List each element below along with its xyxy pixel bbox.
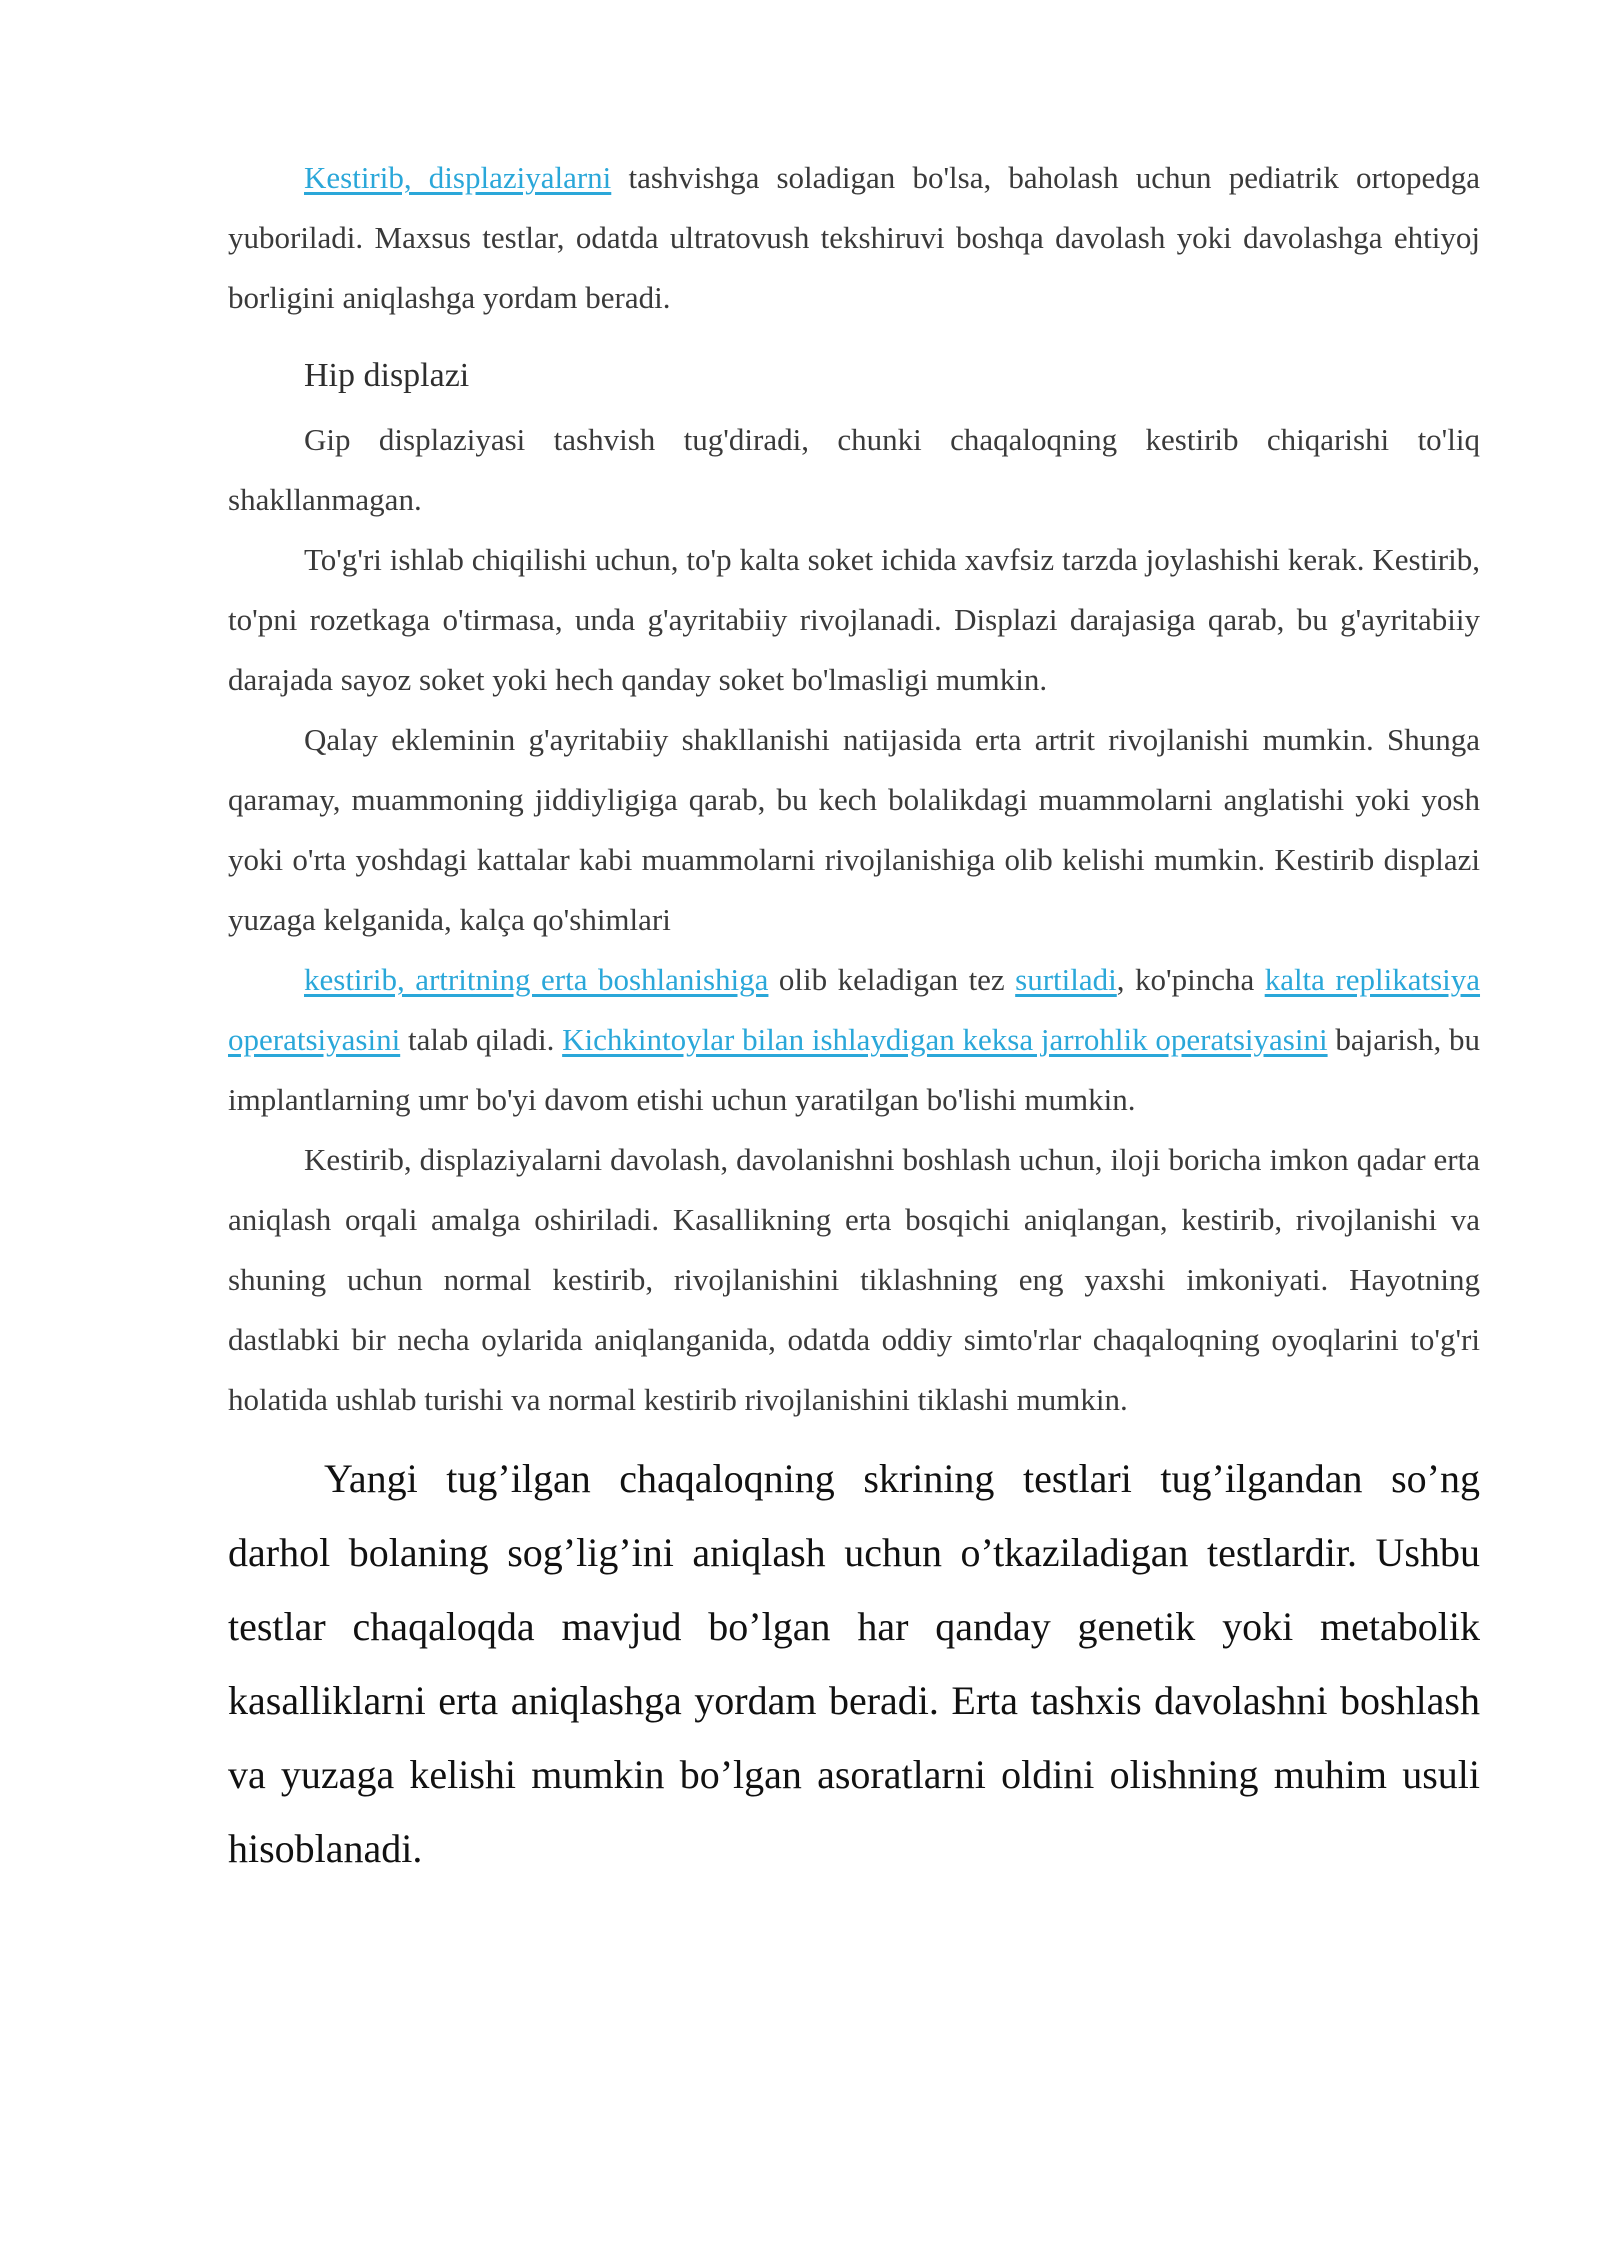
link-kestirib-displaziyalarni[interactable]: Kestirib, displaziyalarni <box>304 160 612 195</box>
text-segment-4: bajarish, bu implantlarning umr bo'yi davom etishi uchun yaratilgan bo'lishi mumkin. <box>228 1022 1481 1117</box>
paragraph-skrining-testlari: Yangi tug’ilgan chaqaloqning skrining testlari tug’ilgandan so’ng darhol bolaning sog’lig’ini aniqlash uchun o’tkaziladigan testlardir. Ushbu testlar chaqaloqda mavjud bo’lgan har qanday genetik yoki metabolik kasalliklarni erta aniqlashga yordam beradi. Erta tashxis davolashni boshlash va yuzaga kelishi mumkin bo’lgan asoratlarni oldini olishning muhim usuli hisoblanadi. <box>228 1456 1480 1871</box>
paragraph-gip-displaziyasi: Gip displaziyasi tashvish tug'diradi, chunki chaqaloqning kestirib chiqarishi to'liq shakllanmagan. <box>228 422 1480 517</box>
link-kalta-replikatsiya[interactable]: kalta replikatsiya operatsiyasini <box>228 962 1481 1057</box>
link-artritning-erta-boshlanishiga[interactable]: kestirib, artritning erta boshlanishiga <box>304 962 769 997</box>
paragraph-intro-text: tashvishga soladigan bo'lsa, baholash uchun pediatrik ortopedga yuboriladi. Maxsus testlar, odatda ultratovush tekshiruvi boshqa davolash yoki davolashga ehtiyoj borligini aniqlashga yordam beradi. <box>228 160 1480 315</box>
paragraph-davolash: Kestirib, displaziyalarni davolash, davolanishni boshlash uchun, iloji boricha imkon qadar erta aniqlash orqali amalga oshiriladi. Kasallikning erta bosqichi aniqlangan, kestirib, rivojlanishi va shuning uchun normal kestirib, rivojlanishini tiklashning eng yaxshi imkoniyati. Hayotning dastlabki bir necha oylarida aniqlanganida, odatda oddiy simto'rlar chaqaloqning oyoqlarini to'g'ri holatida ushlab turishi va normal kestirib rivojlanishini tiklashi mumkin. <box>228 1142 1480 1417</box>
section-heading: Hip displazi <box>304 357 470 394</box>
text-segment-1: olib keladigan tez <box>778 962 1005 997</box>
link-keksa-jarrohlik[interactable]: Kichkintoylar bilan ishlaydigan keksa jarrohlik operatsiyasini <box>562 1022 1328 1057</box>
paragraph-qalay-ekleminin: Qalay ekleminin g'ayritabiiy shakllanishi natijasida erta artrit rivojlanishi mumkin. Shunga qaramay, muammoning jiddiyligiga qarab, bu kech bolalikdagi muammolarni anglatishi yoki yosh yoki o'rta yoshdagi kattalar kabi muammolarni rivojlanishiga olib kelishi mumkin. Kestirib displazi yuzaga kelganida, kalça qo'shimlari <box>228 722 1480 937</box>
document-body <box>228 148 1480 1886</box>
paragraph-links <box>228 950 1480 1130</box>
link-surtiladi[interactable]: surtiladi <box>1015 962 1117 997</box>
text-segment-2: , ko'pincha <box>1116 962 1255 997</box>
paragraph-intro <box>228 148 1480 328</box>
paragraph-togri-ishlab: To'g'ri ishlab chiqilishi uchun, to'p kalta soket ichida xavfsiz tarzda joylashishi kerak. Kestirib, to'pni rozetkaga o'tirmasa, unda g'ayritabiiy rivojlanadi. Displazi darajasiga qarab, bu g'ayritabiiy darajada sayoz soket yoki hech qanday soket bo'lmasligi mumkin. <box>228 542 1480 697</box>
text-segment-3: talab qiladi. <box>407 1022 555 1057</box>
